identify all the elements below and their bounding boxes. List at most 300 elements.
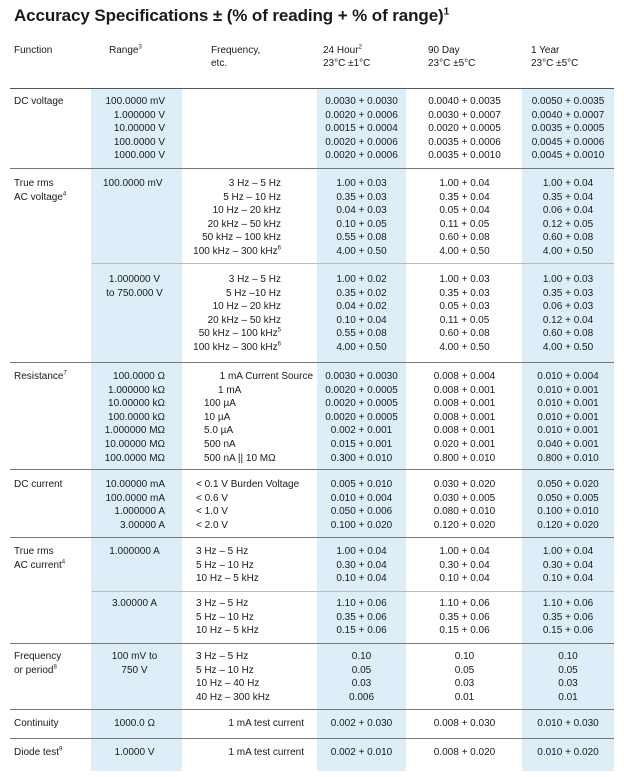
cell-text: 0.60 + 0.08 (439, 328, 490, 340)
cell-line (317, 717, 406, 731)
cell-line (92, 411, 165, 425)
cell-text: 0.03 (351, 678, 372, 690)
cell-line (420, 273, 509, 287)
cell-line (183, 273, 281, 287)
cell-line (420, 218, 509, 232)
footnote-marker: 4 (61, 559, 66, 566)
cell-line (420, 287, 509, 301)
section-divider (10, 738, 614, 739)
cell-text: 0.0020 + 0.0005 (325, 398, 398, 410)
cell-text: 0.0030 + 0.0007 (428, 109, 501, 121)
cell-line (183, 218, 281, 232)
cell-line (522, 384, 614, 398)
cell-text: 1.10 + 0.06 (542, 598, 594, 609)
90-day-cell (420, 177, 509, 259)
footnote-marker: 6 (277, 245, 281, 252)
cell-line (196, 677, 314, 691)
cell-text: 0.10 + 0.04 (542, 573, 594, 585)
cell-text: 0.35 + 0.02 (336, 287, 387, 299)
cell-text: 40 Hz – 300 kHz (196, 691, 270, 703)
cell-line (317, 341, 406, 355)
cell-line (91, 287, 178, 301)
cell-text: 10 Hz – 40 Hz (196, 678, 260, 690)
cell-line (188, 370, 313, 384)
cell-line (522, 478, 614, 492)
cell-line (317, 122, 406, 136)
cell-text: 1.00 + 0.03 (542, 274, 594, 285)
cell-text: 0.030 + 0.020 (433, 479, 496, 490)
cell-line (522, 438, 614, 452)
cell-line (420, 149, 509, 163)
cell-line (420, 411, 509, 425)
function-label (14, 177, 66, 204)
cell-line (317, 314, 406, 328)
cell-line (522, 191, 614, 205)
cell-text: 0.020 + 0.001 (433, 438, 496, 450)
cell-text: 0.008 + 0.001 (433, 384, 496, 396)
cell-text: 0.010 + 0.001 (537, 411, 599, 423)
cell-line (522, 397, 614, 411)
cell-text: 0.800 + 0.010 (537, 452, 599, 464)
24-hour-cell (317, 478, 406, 532)
sub-row-divider (92, 591, 614, 592)
cell-text: Diode test (14, 747, 60, 758)
cell-text: 0.010 + 0.020 (537, 747, 599, 758)
cell-text: 3 Hz – 5 Hz (228, 274, 281, 285)
cell-text: 10 µA (204, 411, 231, 423)
cell-line (92, 452, 165, 466)
cell-text: Resistance (14, 371, 64, 382)
cell-text: 4.00 + 0.50 (439, 341, 490, 353)
cell-text: 1 mA (218, 384, 242, 396)
cell-text: 0.35 + 0.06 (542, 611, 594, 623)
cell-text: 0.01 (454, 691, 475, 703)
cell-text: 0.0020 + 0.0006 (325, 150, 398, 162)
cell-text: 100.0000 mA (105, 492, 165, 504)
cell-line (92, 519, 165, 533)
cell-line (92, 397, 165, 411)
cell-line (522, 245, 614, 259)
cell-text: 100 kHz – 300 kHz (193, 341, 278, 353)
cell-line (420, 438, 509, 452)
cell-line (183, 245, 281, 259)
cell-text: 0.010 + 0.001 (537, 384, 599, 396)
cell-text: 1.10 + 0.06 (336, 598, 387, 609)
cell-text: 1.000000 MΩ (104, 425, 165, 437)
cell-text: 0.010 + 0.004 (330, 492, 393, 504)
1-year-cell (522, 177, 614, 259)
cell-text: AC voltage (14, 191, 63, 203)
cell-line (183, 300, 281, 314)
cell-line (91, 273, 178, 287)
cell-line (317, 204, 406, 218)
function-label (14, 95, 63, 109)
section-divider (10, 469, 614, 470)
frequency-cell (188, 370, 313, 465)
cell-line (522, 314, 614, 328)
cell-line (317, 231, 406, 245)
cell-line (14, 717, 58, 731)
cell-text: 0.05 + 0.03 (439, 301, 490, 313)
cell-line (103, 177, 183, 191)
cell-line (188, 384, 313, 398)
frequency-cell (183, 273, 281, 355)
24-hour-cell (317, 717, 406, 731)
cell-text: 100.0000 kΩ (108, 411, 165, 423)
cell-line (522, 572, 614, 586)
cell-line (317, 664, 406, 678)
cell-line (183, 287, 281, 301)
cell-line (317, 746, 406, 760)
cell-text: 1.10 + 0.06 (439, 598, 490, 609)
range-cell (91, 273, 178, 300)
cell-line (317, 505, 406, 519)
cell-line (317, 327, 406, 341)
cell-text: 0.040 + 0.001 (537, 438, 599, 450)
90-day-cell (420, 650, 509, 704)
cell-text: 0.050 + 0.020 (537, 479, 599, 490)
cell-text: 1.000000 V (108, 274, 161, 285)
cell-text: 0.30 + 0.04 (439, 559, 490, 571)
cell-text: 1 mA test current (228, 718, 304, 729)
cell-text: 20 kHz – 50 kHz (207, 218, 281, 230)
cell-line (522, 136, 614, 150)
cell-line (91, 717, 178, 731)
footnote-marker: 5 (277, 328, 281, 335)
cell-line (522, 177, 614, 191)
cell-line (522, 559, 614, 573)
90-day-cell (420, 746, 509, 760)
cell-line (14, 95, 63, 109)
cell-line (188, 424, 313, 438)
cell-line (420, 492, 509, 506)
cell-line (92, 122, 165, 136)
cell-text: 50 kHz – 100 kHz (202, 232, 281, 244)
cell-text: 1.000000 A (109, 546, 160, 557)
cell-text: 0.006 (348, 691, 375, 703)
frequency-cell (196, 597, 314, 638)
cell-line (14, 370, 67, 384)
cell-line (317, 411, 406, 425)
cell-line (522, 300, 614, 314)
cell-line (522, 691, 614, 705)
cell-line (522, 624, 614, 638)
cell-line (317, 452, 406, 466)
cell-line (196, 545, 314, 559)
cell-text: 0.0020 + 0.0005 (325, 384, 398, 396)
cell-text: 1000.0 Ω (114, 718, 155, 729)
section-divider (10, 537, 614, 538)
cell-text: 0.0035 + 0.0005 (531, 123, 605, 135)
cell-text: 0.010 + 0.030 (537, 718, 599, 729)
cell-line (522, 664, 614, 678)
cell-text: 0.35 + 0.03 (336, 191, 387, 203)
cell-text: DC voltage (14, 96, 64, 107)
cell-line (522, 597, 614, 611)
footnote-marker: 9 (59, 746, 63, 753)
cell-text: 1.0000 V (114, 747, 155, 758)
cell-line (183, 191, 281, 205)
cell-text: 0.0015 + 0.0004 (325, 123, 398, 135)
1-year-cell (522, 478, 614, 532)
frequency-cell (183, 177, 281, 259)
cell-line (522, 519, 614, 533)
24-hour-cell (317, 370, 406, 465)
function-label (14, 370, 67, 384)
cell-text: 0.120 + 0.020 (537, 519, 599, 531)
cell-line (92, 438, 165, 452)
cell-line (522, 95, 614, 109)
cell-text: 5 Hz – 10 Hz (196, 611, 254, 623)
cell-text: 100.0000 V (113, 136, 165, 148)
footnote-marker: 8 (53, 664, 57, 671)
cell-line (317, 572, 406, 586)
cell-text: 3 Hz – 5 Hz (196, 598, 249, 609)
range-cell (92, 95, 165, 163)
cell-text: 0.15 + 0.06 (542, 625, 594, 637)
1-year-cell (522, 717, 614, 731)
footnote-marker: 6 (277, 341, 281, 348)
cell-text: 0.120 + 0.020 (433, 519, 496, 531)
cell-line (183, 177, 281, 191)
cell-text: 1 mA Current Source (219, 371, 313, 382)
cell-text: 0.0045 + 0.0006 (531, 136, 605, 148)
cell-text: 0.100 + 0.020 (330, 519, 393, 531)
cell-text: 1.00 + 0.03 (336, 178, 387, 189)
cell-line (420, 505, 509, 519)
cell-text: 0.010 + 0.001 (537, 425, 599, 437)
90-day-cell (420, 370, 509, 465)
cell-line (14, 664, 61, 678)
cell-line (522, 218, 614, 232)
cell-text: 0.0045 + 0.0010 (531, 150, 605, 162)
cell-text: 10.00000 MΩ (104, 438, 165, 450)
cell-line (196, 624, 314, 638)
cell-text: 0.0020 + 0.0006 (325, 109, 398, 121)
cell-line (188, 452, 313, 466)
cell-text: 0.0050 + 0.0035 (531, 96, 605, 107)
cell-text: 0.100 + 0.010 (537, 506, 599, 518)
cell-text: 0.35 + 0.06 (439, 611, 490, 623)
cell-line (92, 492, 165, 506)
range-cell (91, 597, 178, 611)
cell-line (522, 231, 614, 245)
cell-text: 750 V (121, 664, 148, 676)
cell-text: 0.60 + 0.08 (542, 232, 594, 244)
cell-line (420, 327, 509, 341)
cell-text: 1.00 + 0.02 (336, 274, 387, 285)
cell-text: 10.00000 V (113, 123, 165, 135)
cell-text: 1.00 + 0.03 (439, 274, 490, 285)
cell-text: 0.10 + 0.04 (336, 573, 387, 585)
1-year-cell (522, 597, 614, 638)
cell-text: 4.00 + 0.50 (336, 245, 387, 257)
cell-text: 4.00 + 0.50 (439, 245, 490, 257)
cell-line (420, 109, 509, 123)
cell-text: 1.000000 V (113, 109, 165, 121)
cell-text: 0.35 + 0.06 (336, 611, 387, 623)
cell-text: AC current (14, 559, 62, 571)
cell-line (186, 717, 304, 731)
cell-text: 3.00000 A (119, 519, 165, 531)
1-year-cell (522, 545, 614, 586)
cell-line (317, 492, 406, 506)
cell-line (420, 746, 509, 760)
cell-text: 0.300 + 0.010 (330, 452, 393, 464)
cell-line (196, 559, 314, 573)
frequency-cell (186, 746, 304, 760)
cell-line (317, 545, 406, 559)
cell-text: 0.06 + 0.04 (542, 205, 594, 217)
cell-text: Frequency (14, 651, 62, 662)
cell-line (317, 624, 406, 638)
cell-text: 0.0020 + 0.0005 (428, 123, 501, 135)
cell-line (196, 505, 314, 519)
cell-line (522, 545, 614, 559)
cell-line (92, 505, 165, 519)
cell-line (196, 691, 314, 705)
cell-line (522, 452, 614, 466)
cell-text: 5.0 µA (204, 425, 234, 437)
section-divider (10, 362, 614, 363)
cell-text: 3 Hz – 5 Hz (196, 546, 249, 557)
cell-text: 0.04 + 0.02 (336, 301, 387, 313)
cell-text: 0.0035 + 0.0006 (428, 136, 501, 148)
header-90-day: 90 Day 23°C ±5°C (428, 45, 476, 69)
cell-text: < 1.0 V (196, 506, 228, 518)
24-hour-cell (317, 545, 406, 586)
cell-line (420, 519, 509, 533)
cell-text: 0.008 + 0.030 (433, 718, 496, 729)
cell-text: 10 Hz – 5 kHz (196, 625, 259, 637)
cell-text: 1 mA test current (228, 747, 304, 758)
range-cell (92, 370, 165, 465)
cell-line (522, 204, 614, 218)
cell-line (420, 122, 509, 136)
cell-text: 0.03 (454, 678, 475, 690)
cell-line (522, 717, 614, 731)
function-label (14, 746, 62, 760)
1-year-cell (522, 650, 614, 704)
cell-line (420, 231, 509, 245)
cell-text: 0.010 + 0.004 (537, 371, 599, 382)
cell-text: 100 µA (204, 398, 236, 410)
cell-line (317, 245, 406, 259)
cell-text: 0.12 + 0.05 (542, 218, 594, 230)
cell-line (317, 650, 406, 664)
cell-line (317, 287, 406, 301)
cell-line (14, 191, 66, 205)
cell-text: 0.30 + 0.04 (542, 559, 594, 571)
cell-text: 500 nA (204, 438, 236, 450)
cell-text: 1.000000 kΩ (108, 384, 165, 396)
cell-text: 0.35 + 0.03 (542, 287, 594, 299)
90-day-cell (420, 95, 509, 163)
cell-line (317, 273, 406, 287)
cell-line (522, 287, 614, 301)
cell-text: 0.0040 + 0.0007 (531, 109, 605, 121)
cell-text: 4.00 + 0.50 (542, 341, 594, 353)
cell-text: 0.10 (454, 651, 475, 662)
cell-line (317, 677, 406, 691)
page-title: Accuracy Specifications ± (% of reading + % of range)$^1$ (14, 6, 450, 25)
header-24-hour: 24 Hour$^2$ 23°C ±1°C (323, 44, 371, 69)
cell-line (522, 411, 614, 425)
cell-line (14, 177, 66, 191)
cell-line (14, 559, 65, 573)
cell-text: 0.06 + 0.03 (542, 301, 594, 313)
function-label (14, 478, 62, 492)
cell-line (317, 691, 406, 705)
90-day-cell (420, 597, 509, 638)
cell-text: 10 Hz – 20 kHz (212, 301, 281, 313)
cell-line (317, 384, 406, 398)
cell-line (317, 370, 406, 384)
cell-text: 100.0000 mV (105, 96, 165, 107)
header-1-year: 1 Year 23°C ±5°C (531, 45, 579, 69)
cell-text: 0.12 + 0.04 (542, 314, 594, 326)
cell-text: 50 kHz – 100 kHz (198, 328, 278, 340)
cell-text: 0.10 + 0.05 (336, 218, 387, 230)
cell-line (14, 545, 65, 559)
cell-text: 100.0000 MΩ (104, 452, 165, 464)
range-cell (91, 717, 178, 731)
cell-line (317, 438, 406, 452)
cell-text: 1.000000 A (114, 506, 165, 518)
cell-line (420, 341, 509, 355)
cell-line (420, 204, 509, 218)
cell-line (188, 397, 313, 411)
cell-line (91, 597, 178, 611)
cell-line (317, 109, 406, 123)
cell-line (420, 300, 509, 314)
cell-text: 1.00 + 0.04 (439, 546, 490, 557)
cell-line (91, 545, 178, 559)
cell-text: 0.005 + 0.010 (330, 479, 393, 490)
cell-line (420, 650, 509, 664)
header-rule (10, 88, 614, 89)
cell-text: 0.008 + 0.001 (433, 411, 496, 423)
cell-line (420, 384, 509, 398)
1-year-cell (522, 273, 614, 355)
90-day-cell (420, 545, 509, 586)
section-divider (10, 643, 614, 644)
cell-text: 0.0020 + 0.0006 (325, 136, 398, 148)
cell-text: 5 Hz – 10 Hz (196, 559, 254, 571)
cell-text: 5 Hz – 10 Hz (223, 191, 281, 203)
cell-line (522, 424, 614, 438)
cell-line (92, 370, 165, 384)
cell-text: 0.05 + 0.04 (439, 205, 490, 217)
cell-line (522, 746, 614, 760)
cell-line (196, 572, 314, 586)
cell-line (92, 478, 165, 492)
90-day-cell (420, 478, 509, 532)
cell-text: DC current (14, 479, 63, 490)
cell-line (317, 597, 406, 611)
cell-line (420, 191, 509, 205)
cell-line (420, 478, 509, 492)
cell-line (317, 424, 406, 438)
sub-row-divider (92, 263, 614, 264)
function-label (14, 717, 58, 731)
cell-text: 100.0000 mV (103, 178, 163, 189)
cell-text: 1.00 + 0.04 (542, 546, 594, 557)
cell-line (522, 109, 614, 123)
cell-text: 0.0030 + 0.0030 (325, 96, 398, 107)
cell-text: 5 Hz –10 Hz (225, 287, 281, 299)
cell-line (522, 149, 614, 163)
